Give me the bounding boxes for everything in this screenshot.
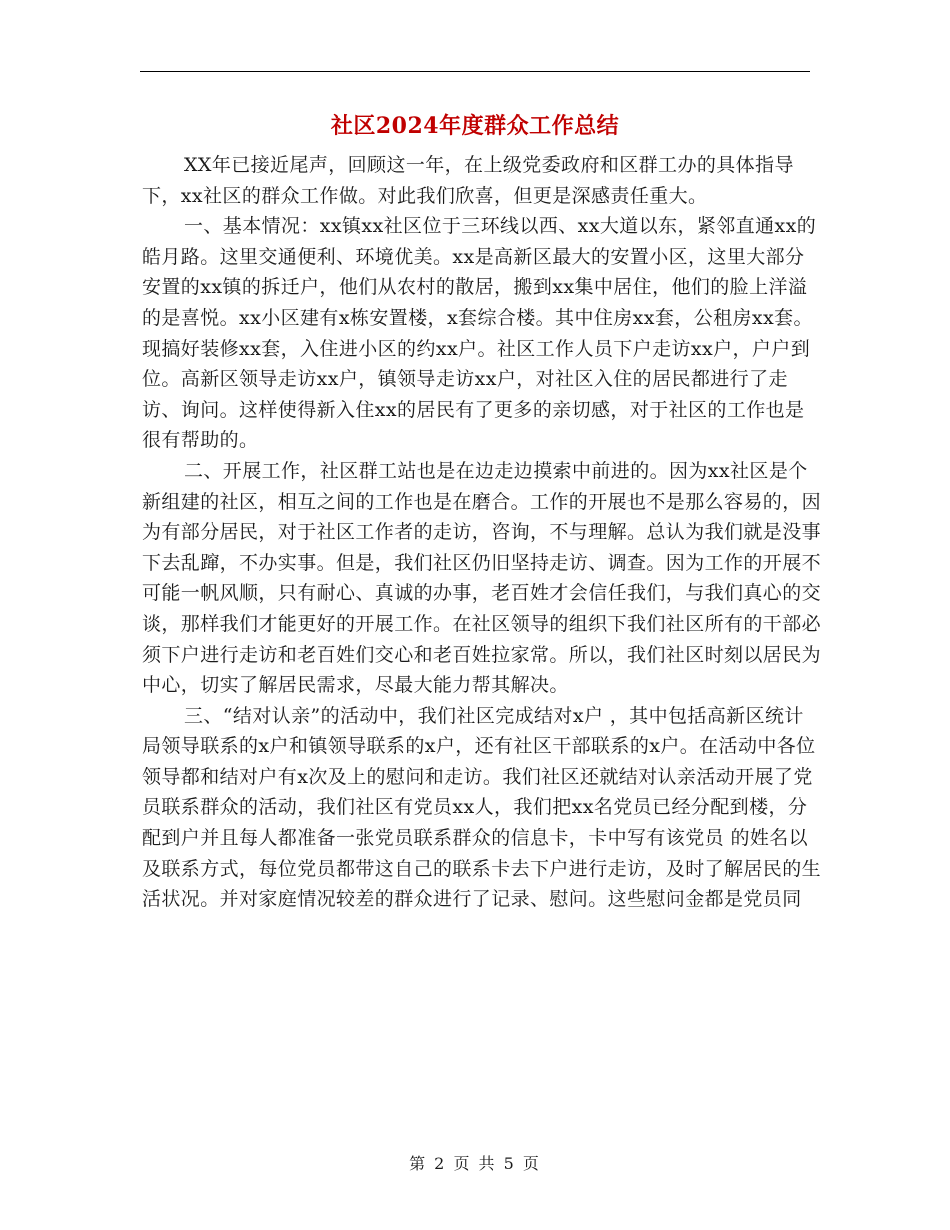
paragraph-intro: XX年已接近尾声，回顾这一年，在上级党委政府和区群工办的具体指导下，xx社区的群众工作做。对此我们欣喜，但更是深感责任重大。 (142, 154, 794, 207)
document-title: 社区2024年度群众工作总结 (330, 113, 620, 139)
page-number: 第 2 页 共 5 页 (409, 1154, 541, 1173)
header-rule (140, 71, 810, 72)
document-body (142, 150, 822, 915)
paragraph-work-development: 二、开展工作，社区群工站也是在边走边摸索中前进的。因为xx社区是个新组建的社区，相互之间的工作也是在磨合。工作的开展也不是那么容易的，因为有部分居民，对于社区工作者的走访，咨询，不与理解。总认为我们就是没事下去乱蹿，不办实事。但是，我们社区仍旧坚持走访、调查。因为工作的开展不可能一帆风顺，只有耐心、真诚的办事，老百姓才会信任我们，与我们真心的交谈，那样我们才能更好的开展工作。在社区领导的组织下我们社区所有的干部必须下户进行走访和老百姓们交心和老百姓拉家常。所以，我们社区时刻以居民为中心，切实了解居民需求，尽最大能力帮其解决。 (142, 459, 822, 697)
paragraph-basic-situation: 一、基本情况：xx镇xx社区位于三环线以西、xx大道以东，紧邻直通xx的皓月路。这里交通便利、环境优美。xx是高新区最大的安置小区，这里大部分安置的xx镇的拆迁户，他们从农村的散居，搬到xx集中居住，他们的脸上洋溢的是喜悦。xx小区建有x栋安置楼，x套综合楼。其中住房xx套，公租房xx套。现搞好装修xx套，入住进小区的约xx户。社区工作人员下户走访xx户，户户到位。高新区领导走访xx户，镇领导走访xx户，对社区入住的居民都进行了走访、询问。这样使得新入住xx的居民有了更多的亲切感，对于社区的工作也是很有帮助的。 (142, 215, 817, 452)
paragraph-pairing-activity: 三、“结对认亲”的活动中，我们社区完成结对x户 ，其中包括高新区统计局领导联系的x户和镇领导联系的x户，还有社区干部联系的x户。在活动中各位领导都和结对户有x次及上的慰问和走访。我们社区还就结对认亲活动开展了党员联系群众的活动，我们社区有党员xx人，我们把xx名党员已经分配到楼，分配到户并且每人都准备一张党员联系群众的信息卡，卡中写有该党员 的姓名以及联系方式，每位党员都带这自己的联系卡去下户进行走访，及时了解居民的生活状况。并对家庭情况较差的群众进行了记录、慰问。这些慰问金都是党员同 (142, 704, 822, 911)
